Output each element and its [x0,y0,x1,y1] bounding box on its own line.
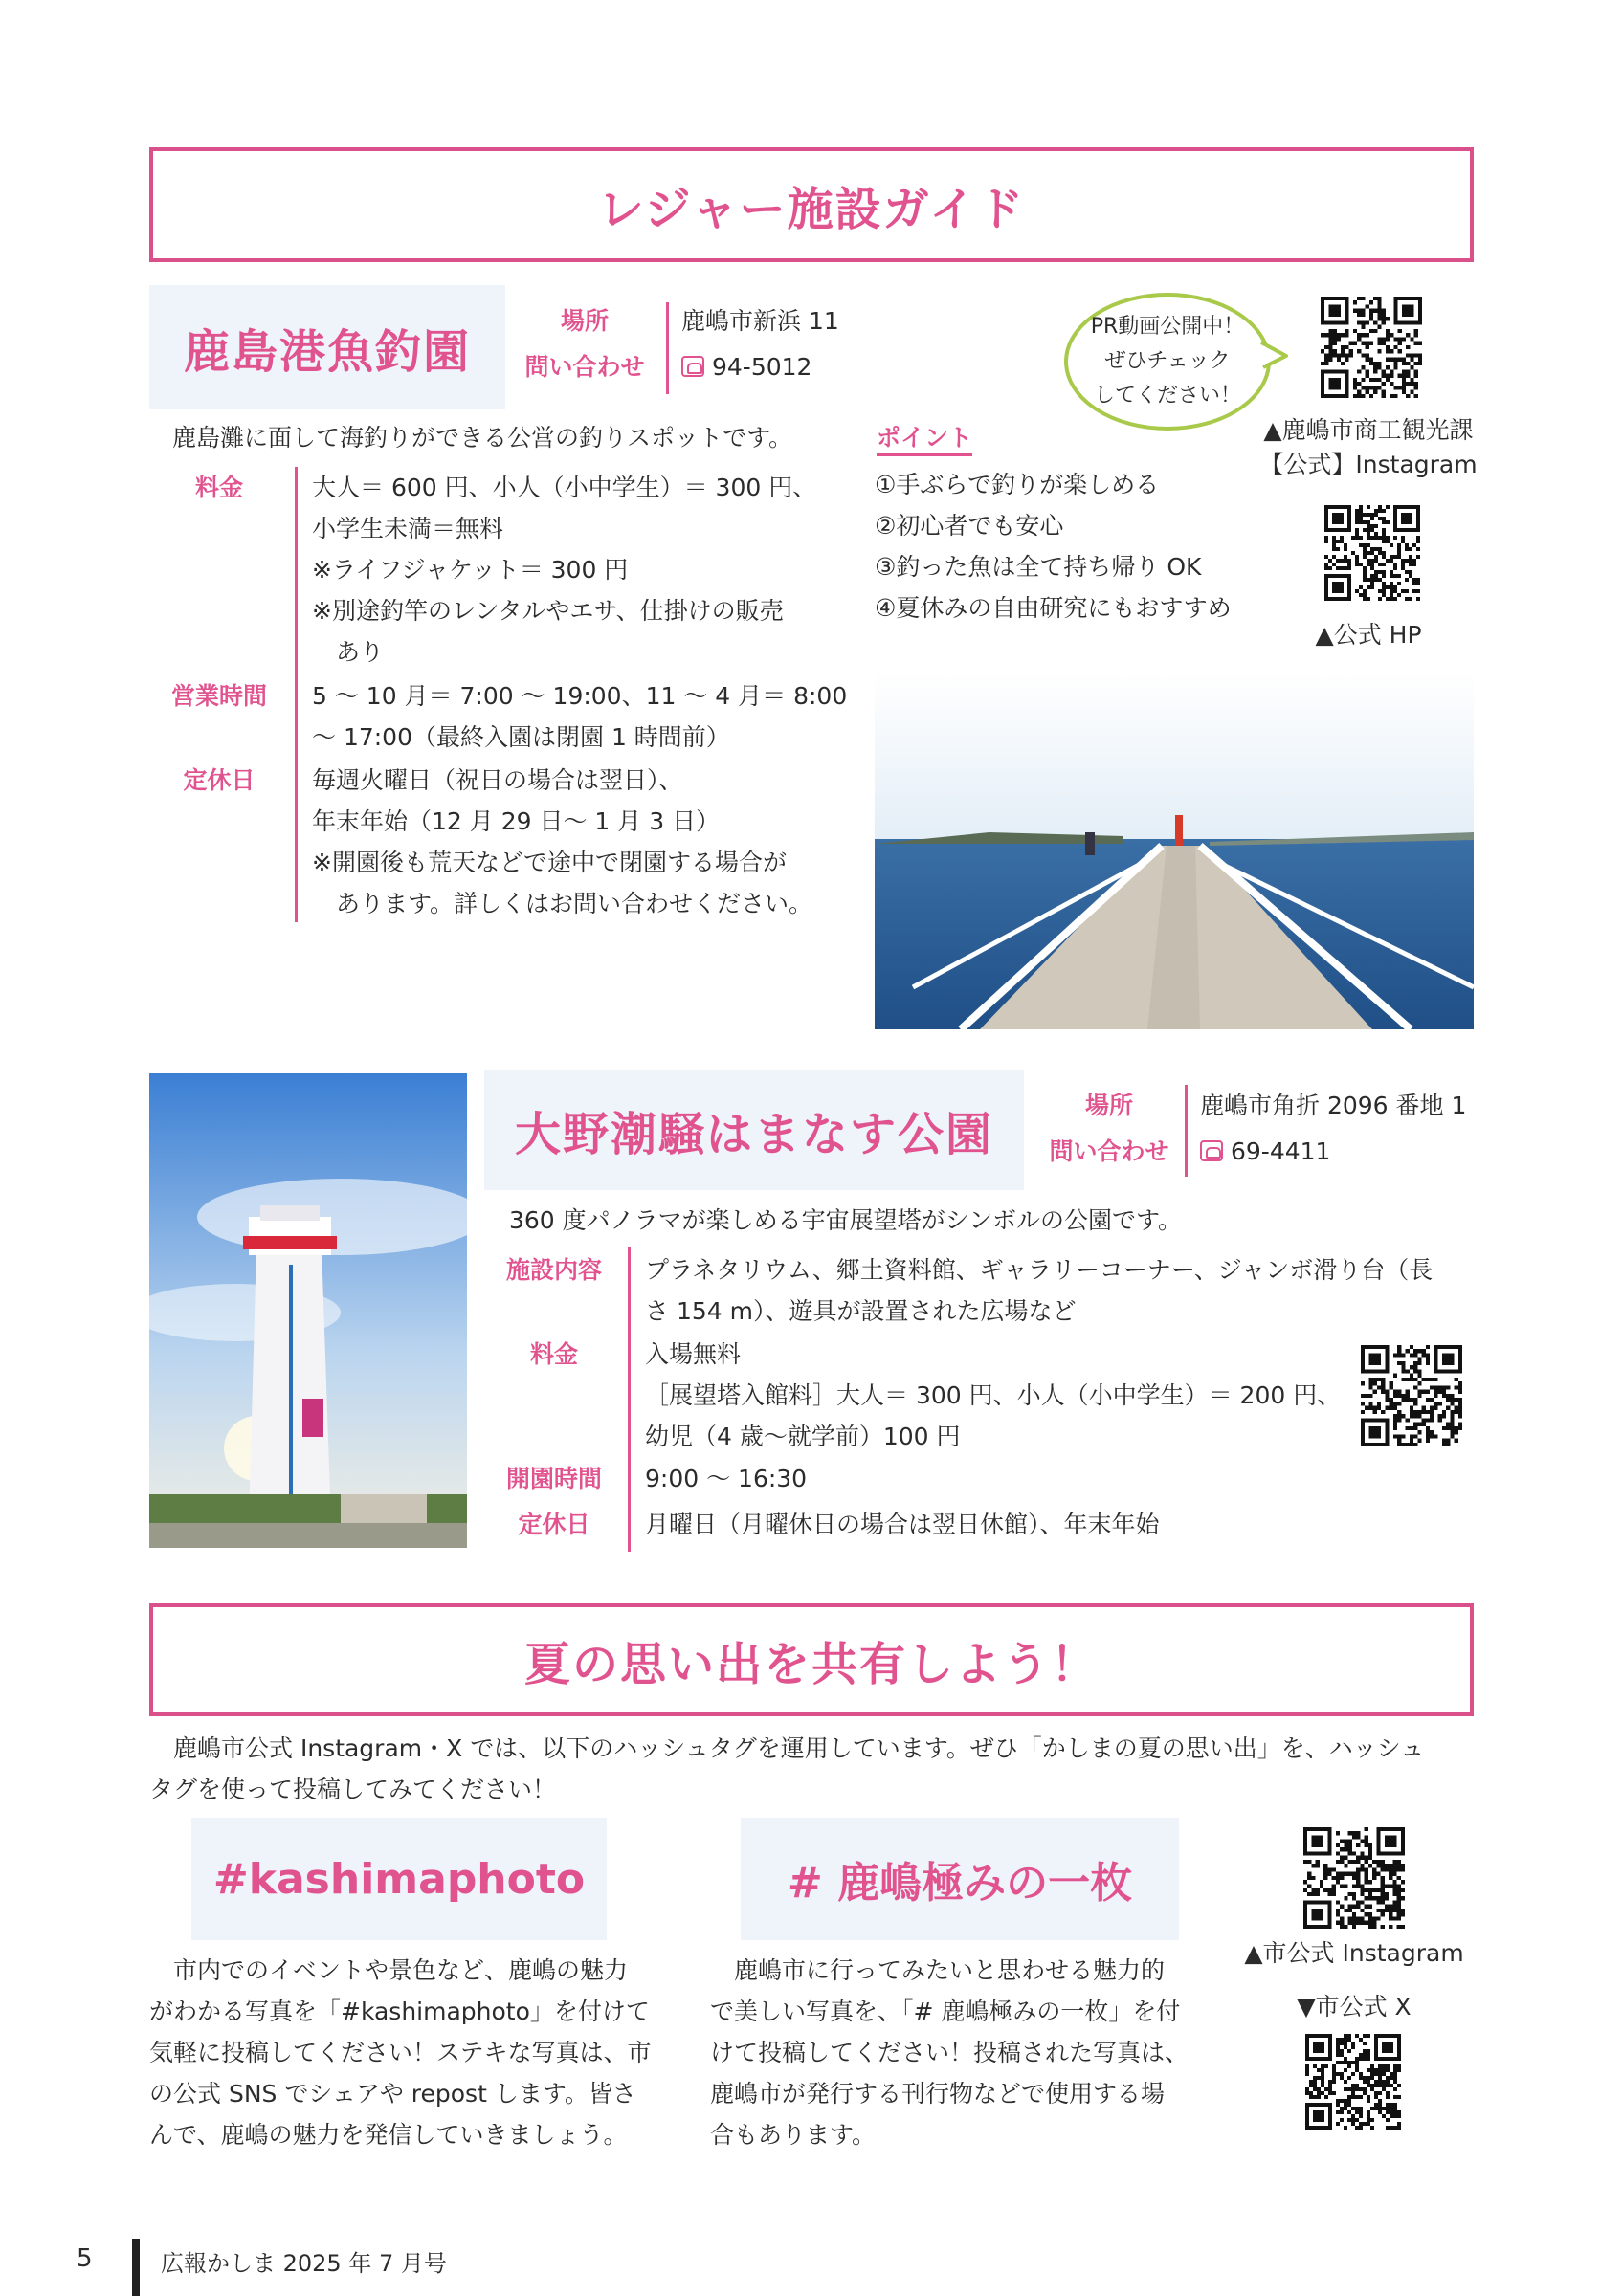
facility1-hours-label: 営業時間 [170,682,267,710]
facility2-contact-label: 問い合わせ [1049,1137,1169,1165]
facility1-closed-line: あります。詳しくはお問い合わせください。 [312,890,813,917]
summer-intro [149,1728,1474,1810]
qr-code-city-instagram[interactable] [1303,1827,1405,1929]
section-header-summer [149,1603,1474,1716]
hashtag1-line: がわかる写真を「#kashimaphoto」を付けて [149,1998,650,2025]
facility1-closed-line: 年末年始（12 月 29 日〜 1 月 3 日） [312,807,721,835]
pier-photo [875,672,1474,1029]
phone-icon [681,356,704,377]
facility1-closed-line: ※開園後も荒天などで途中で閉園する場合が [312,849,787,876]
facility2-facilities-line: さ 154 m）、遊具が設置された広場など [645,1297,1077,1325]
facility1-fee [312,467,848,673]
facility2-info-divider [1185,1085,1188,1177]
facility1-detail-divider [295,467,298,922]
hashtag2-line: で美しい写真を、「# 鹿嶋極みの一枚」を付 [710,1998,1181,2025]
facility2-hours: 9:00 〜 16:30 [645,1465,808,1492]
facility1-fee-line: ※ライフジャケット＝ 300 円 [312,556,629,584]
facility2-facilities-label: 施設内容 [505,1256,602,1284]
footer-divider [132,2239,140,2296]
facility2-place: 鹿嶋市角折 2096 番地 1 [1200,1092,1467,1119]
qr-code-icon [1303,1827,1405,1929]
bubble-line: してください！ [1093,384,1241,408]
facility1-info-labels [517,298,653,390]
facility2-hours-label: 開園時間 [505,1465,602,1492]
hashtag1-description [149,1950,666,2155]
facility1-info-divider [666,302,669,394]
qr-insta-caption: ▲市公式 Instagram [1244,1939,1464,1967]
facility2-place-label: 場所 [1084,1092,1133,1119]
points-label: ポイント [877,424,972,456]
page-title: レジャー施設ガイド [597,182,1026,236]
qr-code-icon [1361,1345,1462,1446]
qr-code-icon [1321,297,1422,398]
facility1-intro: 鹿島灘に面して海釣りができる公営の釣りスポットです。 [172,424,793,452]
hashtag1-line: 市内でのイベントや景色など、鹿嶋の魅力 [149,1956,629,1984]
qr-code-hamanasu-park[interactable] [1361,1345,1462,1446]
hashtag1-line: の公式 SNS でシェアや repost します。皆さ [149,2080,636,2108]
facility2-tel-row [1200,1129,1474,1175]
hashtag-box-kashimaphoto [191,1818,607,1940]
facility1-tel: 94-5012 [712,353,812,381]
facility1-closed-line: 毎週火曜日（祝日の場合は翌日）、 [312,766,683,794]
summer-intro-line: 鹿嶋市公式 Instagram・X では、以下のハッシュタグを運用しています。ぜひ「かしまの夏の思い出」を、ハッシュ [149,1734,1425,1762]
qr2-caption: ▲公式 HP [1315,621,1422,649]
facility1-points [875,464,1277,629]
hashtag1-line: んで、鹿嶋の魅力を発信していきましょう。 [149,2121,628,2149]
hashtag2-line: 鹿嶋市が発行する刊行物などで使用する場 [710,2080,1166,2108]
facility2-detail-divider [628,1247,631,1552]
facility2-name: 大野潮騒はまなす公園 [514,1107,993,1161]
qr-code-city-x[interactable] [1305,2034,1401,2130]
facility1-place-label: 場所 [560,307,609,335]
facility1-points-label [877,419,972,453]
page-number: 5 [77,2244,93,2273]
facility1-place: 鹿嶋市新浜 11 [681,307,839,335]
facility2-facilities [645,1249,1474,1332]
bubble-line: ぜひチェック [1104,349,1231,373]
point-item: ②初心者でも安心 [875,512,1064,540]
point-item: ①手ぶらで釣りが楽しめる [875,471,1160,498]
facility1-contact-label: 問い合わせ [524,353,645,381]
hashtag2-description [710,1950,1208,2155]
qr-code-icon [1305,2034,1401,2130]
facility1-name: 鹿島港魚釣園 [183,324,471,379]
section-header-leisure [149,147,1474,262]
qr-x-caption: ▼市公式 X [1297,1993,1412,2020]
bubble-line: PR動画公開中！ [1090,315,1245,339]
facility1-hours-line: 〜 17:00（最終入園は閉園 1 時間前） [312,723,730,751]
facility2-facilities-line: プラネタリウム、郷土資料館、ギャラリーコーナー、ジャンボ滑り台（長 [645,1256,1434,1284]
point-item: ③釣った魚は全て持ち帰り OK [875,553,1202,581]
facility2-closed-label: 定休日 [518,1511,590,1538]
hashtag-kiwami: # 鹿嶋極みの一枚 [787,1859,1133,1908]
facility1-tel-row [681,344,968,390]
facility1-fee-label: 料金 [194,474,243,501]
qr-code-icon [1324,505,1420,601]
facility2-fee-line: 入場無料 [645,1340,742,1368]
facility1-fee-line: ※別途釣竿のレンタルやエサ、仕掛けの販売 [312,597,784,625]
summer-title: 夏の思い出を共有しよう！ [523,1637,1099,1691]
facility1-hours [312,675,857,758]
facility1-info-values [681,298,968,390]
summer-intro-line: タグを使って投稿してみてください！ [149,1776,557,1803]
qr1-caption-line: 【公式】Instagram [1259,451,1478,478]
facility2-name-box [484,1070,1024,1190]
facility1-closed-label: 定休日 [183,766,256,794]
facility2-fee-label: 料金 [529,1340,578,1368]
qr1-caption-line: ▲鹿嶋市商工観光課 [1263,416,1474,444]
facility1-fee-line: あり [312,638,385,666]
hashtag1-line: 気軽に投稿してください！ステキな写真は、市 [149,2039,652,2066]
phone-icon [1200,1140,1223,1161]
facility2-tel: 69-4411 [1231,1137,1331,1165]
facility1-fee-line: 大人＝ 600 円、小人（小中学生）＝ 300 円、 [312,474,817,501]
qr-code-instagram-tourism[interactable] [1321,297,1422,398]
facility2-info-values [1200,1083,1474,1175]
qr-code-official-hp[interactable] [1324,505,1420,601]
hashtag2-line: けて投稿してください！投稿された写真は、 [710,2039,1189,2066]
facility2-intro: 360 度パノラマが楽しめる宇宙展望塔がシンボルの公園です。 [509,1206,1183,1234]
hashtag-box-kiwami [741,1818,1179,1940]
hashtag2-line: 合もあります。 [710,2121,877,2149]
facility1-fee-line: 小学生未満＝無料 [312,515,504,542]
tower-photo [149,1073,467,1548]
facility2-fee [645,1334,1353,1457]
hashtag2-line: 鹿嶋市に行ってみたいと思わせる魅力的 [710,1956,1166,1984]
facility1-name-box [149,285,505,409]
hashtag-kashimaphoto: #kashimaphoto [212,1854,586,1904]
facility1-closed [312,760,867,924]
facility1-hours-line: 5 〜 10 月＝ 7:00 〜 19:00、11 〜 4 月＝ 8:00 [312,682,848,710]
facility2-closed: 月曜日（月曜休日の場合は翌日休館）、年末年始 [645,1511,1160,1538]
point-item: ④夏休みの自由研究にもおすすめ [875,594,1232,622]
footer-publication: 広報かしま 2025 年 7 月号 [161,2250,447,2277]
facility2-info-labels [1039,1083,1179,1175]
facility2-fee-line: 幼児（4 歳〜就学前）100 円 [645,1423,961,1450]
facility2-fee-line: ［展望塔入館料］大人＝ 300 円、小人（小中学生）＝ 200 円、 [645,1381,1342,1409]
